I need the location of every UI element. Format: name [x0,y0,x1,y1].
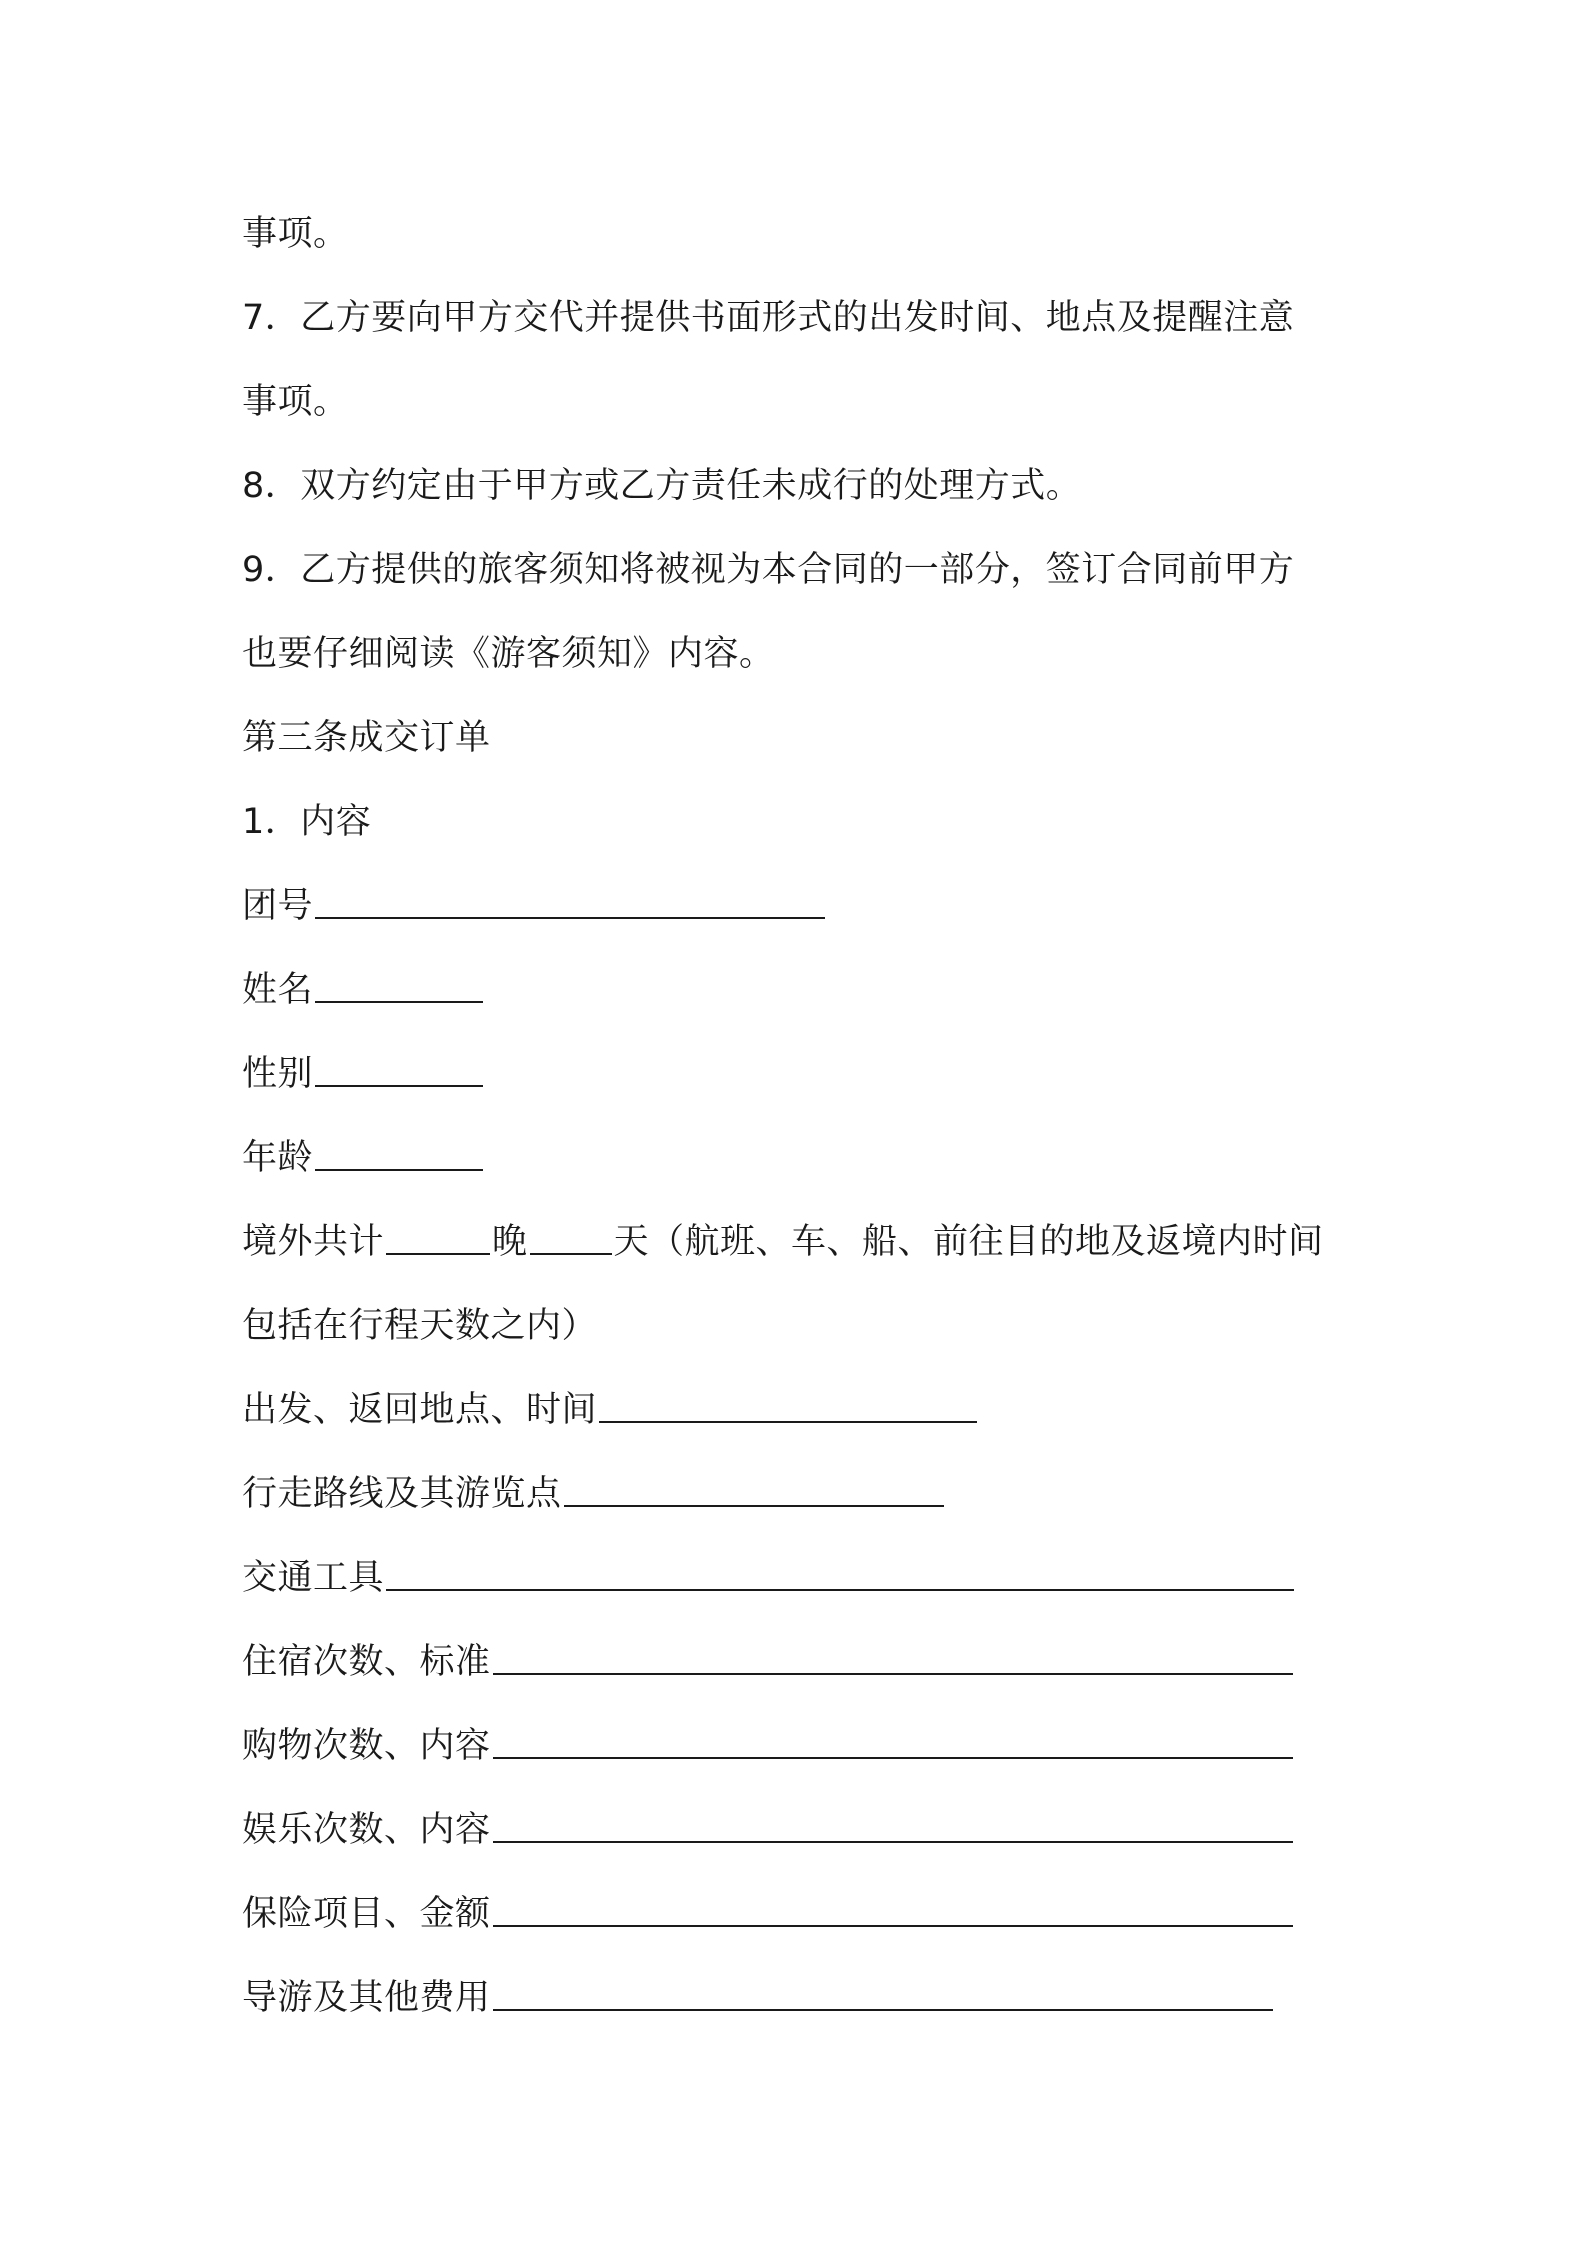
insurance-blank[interactable] [493,1895,1293,1927]
shopping-field [242,1704,1362,1788]
field-label: 天（航班、车、船、前往目的地及返境内时间 [613,1222,1324,1262]
days-blank[interactable] [530,1223,612,1255]
group-number-blank[interactable] [315,887,825,919]
lodging-blank[interactable] [493,1643,1293,1675]
shopping-blank[interactable] [493,1727,1293,1759]
field-label: 住宿次数、标准 [242,1642,491,1682]
field-label: 姓名 [242,970,314,1010]
field-label: 性别 [242,1054,314,1094]
departure-field [242,1368,1362,1452]
paragraph-line: 事项。 [242,382,349,422]
name-field [242,948,1362,1032]
subsection-heading: 1．内容 [242,802,372,842]
paragraph-line: 也要仔细阅读《游客须知》内容。 [242,634,775,674]
field-label: 交通工具 [242,1558,385,1598]
gender-blank[interactable] [315,1055,483,1087]
guide-fee-field [242,1956,1362,2040]
document-body [242,192,1362,2040]
stay-duration-field [242,1200,1362,1284]
age-blank[interactable] [315,1139,483,1171]
insurance-field [242,1872,1362,1956]
transport-field [242,1536,1362,1620]
transport-blank[interactable] [386,1559,1294,1591]
group-number-field [242,864,1362,948]
field-label: 导游及其他费用 [242,1978,491,2018]
field-label: 年龄 [242,1138,314,1178]
route-field [242,1452,1362,1536]
gender-field [242,1032,1362,1116]
paragraph-line: 包括在行程天数之内） [242,1306,598,1346]
field-label: 境外共计 [242,1222,385,1262]
field-label: 晚 [492,1222,528,1262]
lodging-field [242,1620,1362,1704]
route-blank[interactable] [564,1475,944,1507]
age-field [242,1116,1362,1200]
name-blank[interactable] [315,971,483,1003]
field-label: 购物次数、内容 [242,1726,491,1766]
nights-blank[interactable] [386,1223,490,1255]
clause-7: 7．乙方要向甲方交代并提供书面形式的出发时间、地点及提醒注意 [242,298,1295,338]
guide-fee-blank[interactable] [493,1979,1273,2011]
clause-8: 8．双方约定由于甲方或乙方责任未成行的处理方式。 [242,466,1082,506]
entertainment-field [242,1788,1362,1872]
field-label: 行走路线及其游览点 [242,1474,562,1514]
field-label: 团号 [242,886,314,926]
paragraph-line: 事项。 [242,214,349,254]
field-label: 娱乐次数、内容 [242,1810,491,1850]
clause-9: 9．乙方提供的旅客须知将被视为本合同的一部分，签订合同前甲方 [242,550,1295,590]
field-label: 保险项目、金额 [242,1894,491,1934]
departure-blank[interactable] [599,1391,977,1423]
section-heading: 第三条成交订单 [242,718,491,758]
field-label: 出发、返回地点、时间 [242,1390,598,1430]
entertainment-blank[interactable] [493,1811,1293,1843]
